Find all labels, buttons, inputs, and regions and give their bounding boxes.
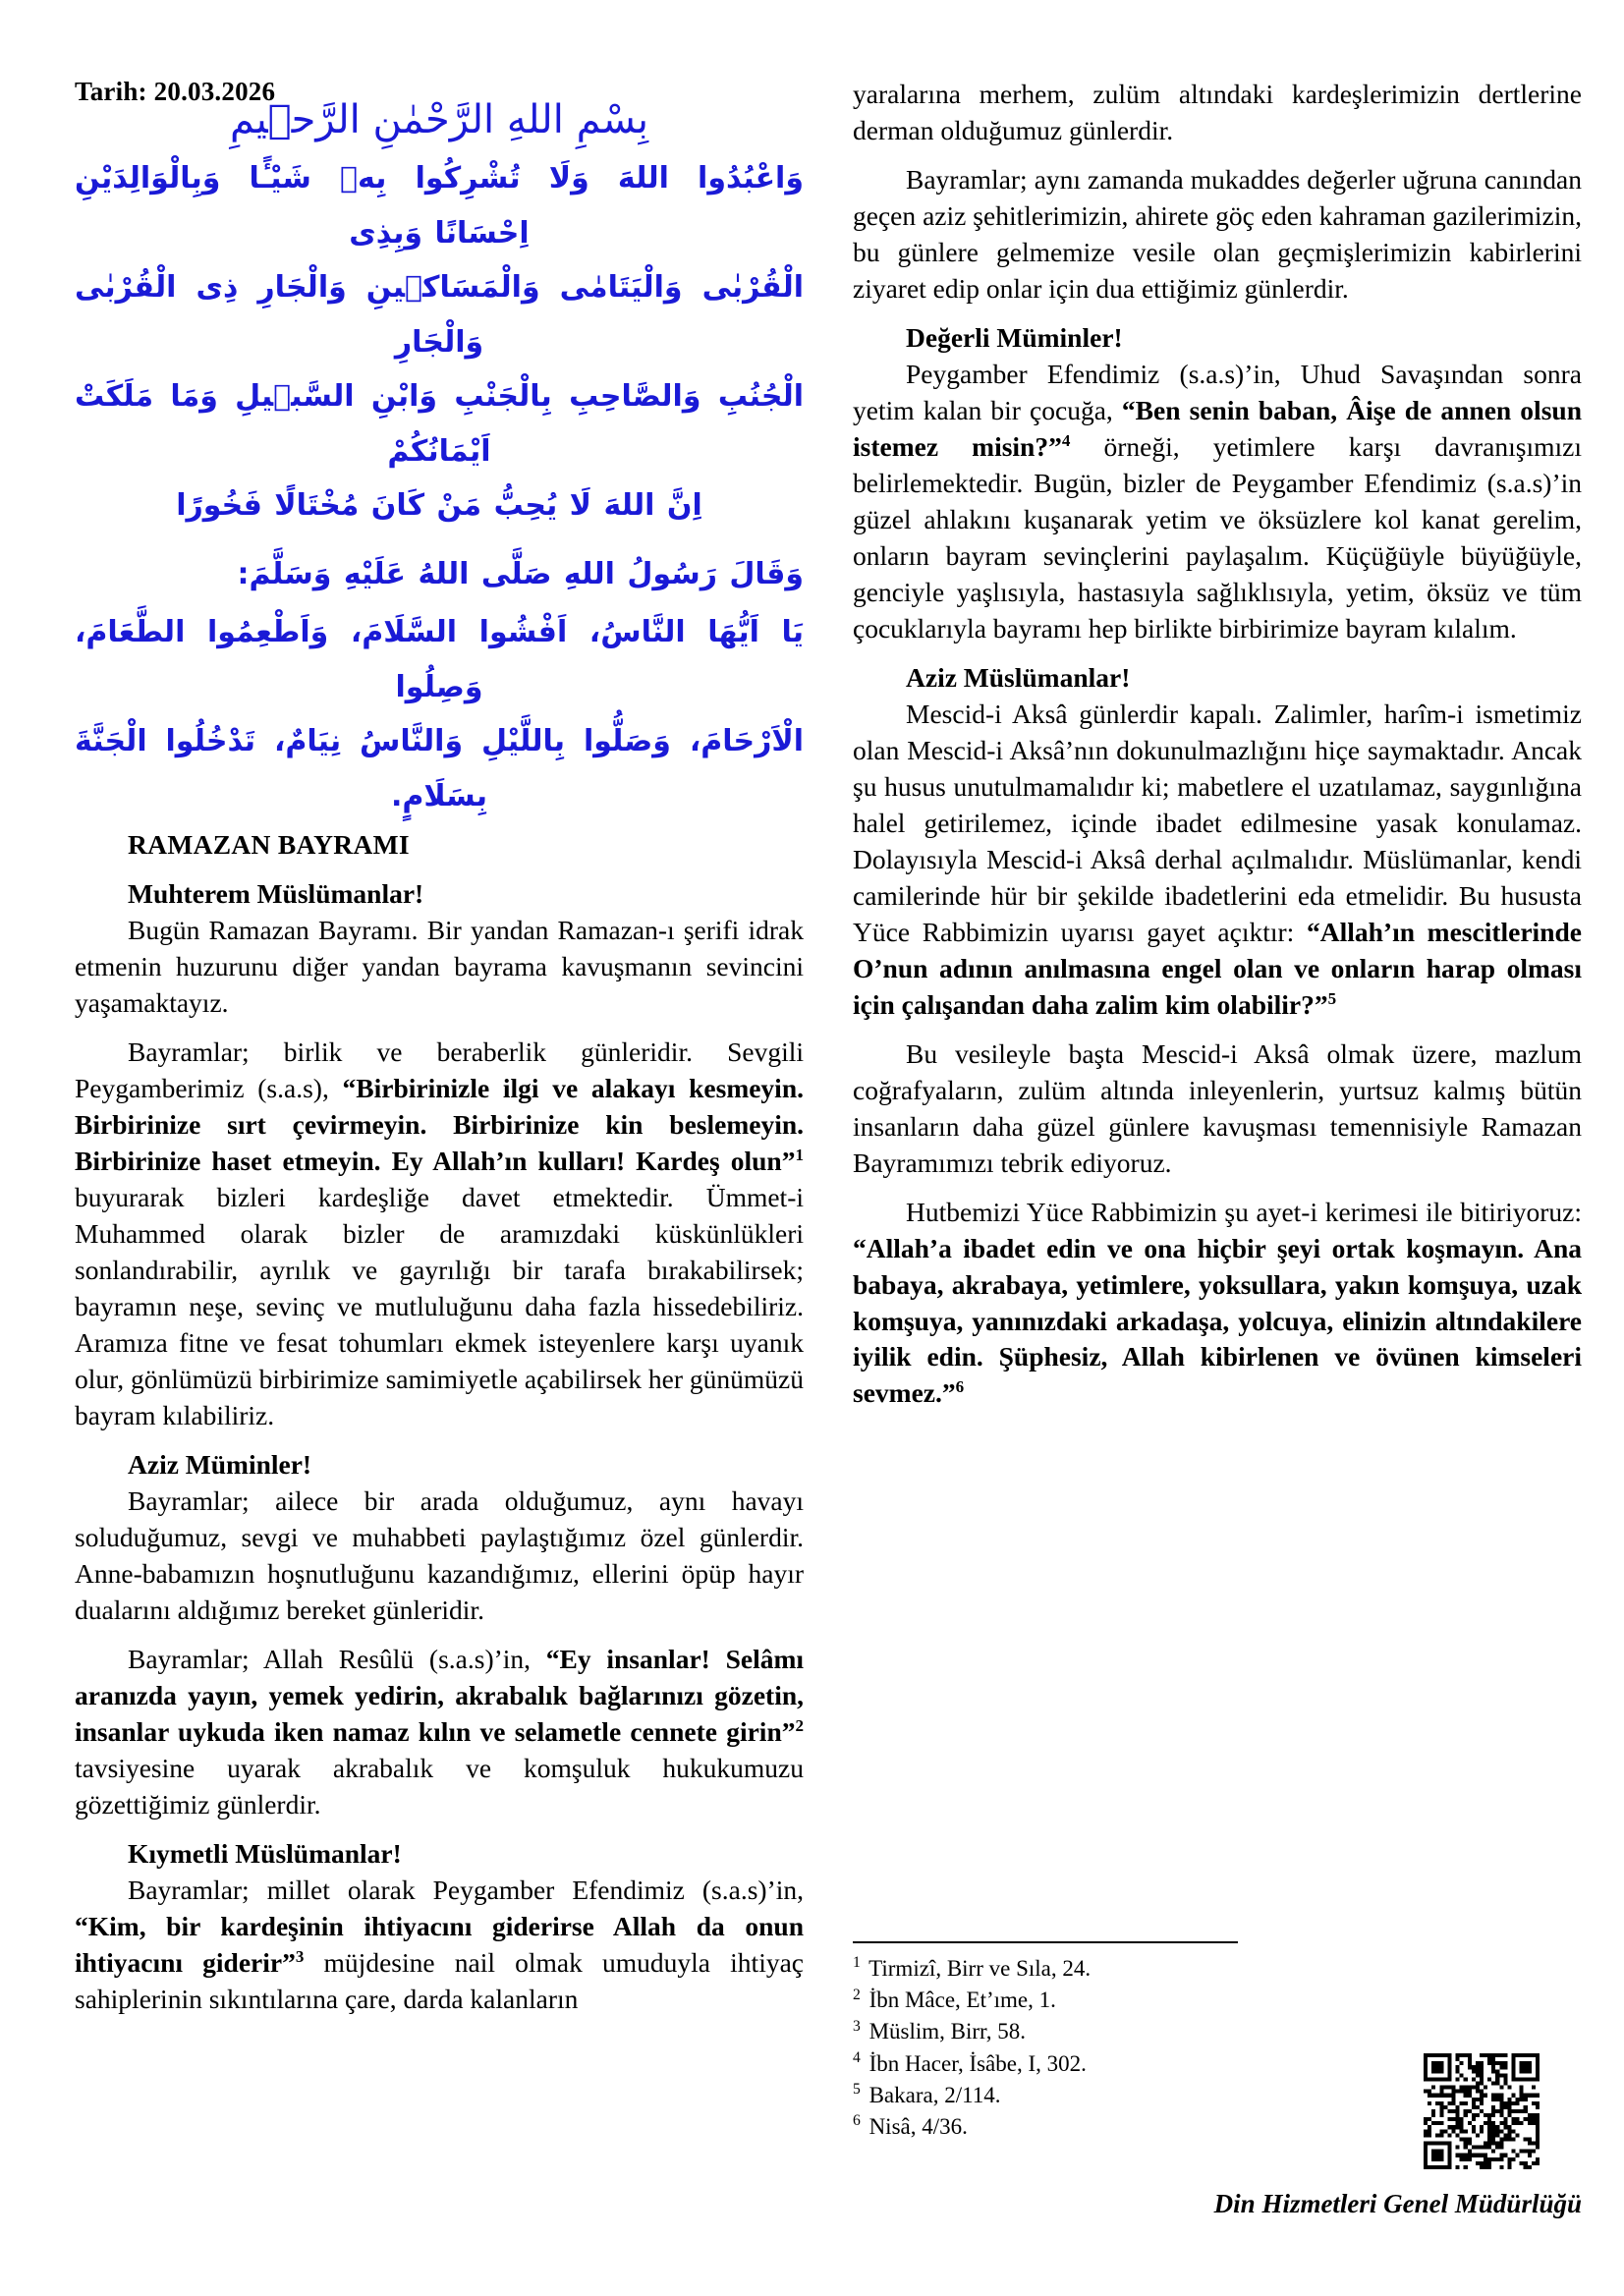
hadis-line-2: الْاَرْحَامَ، وَصَلُّوا بِاللَّيْلِ وَالنَّاسُ نِيَامٌ، تَدْخُلُوا الْجَنَّةَ بِسَلَامٍ.: [75, 724, 804, 813]
p4-tail: tavsiyesine uyarak akrabalık ve komşuluk hukukumuzu gözettiğimiz günlerdir.: [75, 1752, 804, 1820]
footnote-ref-3: 3: [295, 1946, 305, 1966]
footnote-text: Tirmizî, Birr ve Sıla, 24.: [863, 1956, 1092, 1981]
footnote-separator-rule: [853, 1941, 1238, 1943]
quran-verse-arabic: [75, 151, 804, 533]
footnote-number: 6: [853, 2112, 861, 2130]
basmala-arabic: بِسْمِ اللهِ الرَّحْمٰنِ الرَّحٖيمِ: [229, 97, 649, 142]
p9-lead: Mescid-i Aksâ günlerdir kapalı. Zalimler, harîm-i ismetimiz olan Mescid-i Aksâ’nın dokunulmazlığını hiçe saymaktadır. Ancak şu husus unutulmamalıdır ki; mabetlere el uzatılamaz, saygınlığına halel getirilemez, içinde ibadet edilmesine yasak konulamaz. Dolayısıyla Mescid-i Aksâ derhal açılmalıdır. Müslümanlar, kendi camilerinde hür bir şekilde ibadetlerini eda etmelidir. Bu hususta Yüce Rabbimizin uyarısı gayet açıktır:: [853, 698, 1582, 947]
ayet-line-2: الْقُرْبٰى وَالْيَتَامٰى وَالْمَسَاكٖينِ وَالْجَارِ ذِى الْقُرْبٰى وَالْجَارِ: [75, 270, 804, 360]
footnote-ref-4: 4: [1061, 430, 1071, 450]
paragraph-5: [75, 1873, 804, 2018]
p5-hadith-quote: “Kim, bir kardeşinin ihtiyacını giderirse Allah da onun ihtiyacını giderir”: [75, 1910, 804, 1978]
ayet-line-4: اِنَّ اللهَ لَا يُحِبُّ مَنْ كَانَ مُخْتَالًا فَخُورًا: [176, 488, 702, 523]
paragraph-6: yaralarına merhem, zulüm altındaki kardeşlerimizin dertlerine derman olduğumuz günlerdir.: [853, 79, 1582, 145]
footnote-number: 1: [853, 1954, 861, 1972]
paragraph-11: [853, 1195, 1582, 1413]
paragraph-2: [75, 1035, 804, 1434]
footnote-item: [853, 2016, 1582, 2047]
p11-lead: Hutbemizi Yüce Rabbimizin şu ayet-i kerimesi ile bitiriyoruz:: [906, 1196, 1582, 1227]
p9-quran-quote: “Allah’ın mescitlerinde O’nun adının anılmasına engel olan ve onların harap olması için çalışandan daha zalim kim olabilir?”: [853, 916, 1582, 1020]
footnote-number: 3: [853, 2017, 861, 2035]
footnote-number: 5: [853, 2081, 861, 2099]
p8-lead: Peygamber Efendimiz (s.a.s)’in, Uhud Savaşından sonra yetim kalan bir çocuğa,: [853, 358, 1582, 425]
qr-code[interactable]: [1424, 2053, 1540, 2169]
heading-aziz-muslumanlar: Aziz Müslümanlar!: [906, 661, 1131, 693]
footnote-ref-2: 2: [795, 1715, 804, 1735]
paragraph-10: Bu vesileyle başta Mescid-i Aksâ olmak üzere, mazlum coğrafyaların, zulüm altında inleyenlerin, yurtsuz kalmış bütün insanların daha güzel günlere kavuşması temennisiyle Ramazan Bayramımızı tebrik ediyoruz.: [853, 1037, 1582, 1178]
ayet-line-3: الْجُنُبِ وَالصَّاحِبِ بِالْجَنْبِ وَابْنِ السَّبٖيلِ وَمَا مَلَكَتْ اَيْمَانُكُمْ: [75, 379, 804, 469]
heading-degerli-muminler: Değerli Müminler!: [906, 321, 1123, 353]
footnote-text: İbn Mâce, Et’ıme, 1.: [863, 1988, 1056, 2013]
signature-line: Din Hizmetleri Genel Müdürlüğü: [1213, 2189, 1582, 2218]
left-column: [75, 77, 804, 2018]
p2-lead: Bayramlar; birlik ve beraberlik günleridir. Sevgili Peygamberimiz (s.a.s),: [75, 1036, 804, 1103]
footnote-ref-5: 5: [1327, 988, 1337, 1008]
heading-aziz-muminler: Aziz Müminler!: [128, 1448, 312, 1480]
date-label: Tarih: 20.03.2026: [75, 77, 276, 106]
paragraph-3: Bayramlar; ailece bir arada olduğumuz, aynı havayı soluduğumuz, sevgi ve muhabbeti paylaştığımız özel günlerdir. Anne-babamızın hoşnutluğunu kazandığımız, ellerini öpüp hayır dualarını aldığımız bereket günleridir.: [75, 1484, 804, 1625]
hadis-line-1: يَا اَيُّهَا النَّاسُ، اَفْشُوا السَّلَامَ، وَاَطْعِمُوا الطَّعَامَ، وَصِلُوا: [75, 615, 804, 704]
p2-hadith-quote: “Birbirinizle ilgi ve alakayı kesmeyin. Birbirinize sırt çevirmeyin. Birbirinize kin beslemeyin. Birbirinize haset etmeyin. Ey Allah’ın kulları! Kardeş olun”: [75, 1072, 804, 1176]
p8-hadith-quote: “Ben senin baban, Âişe de annen olsun istemez misin?”: [853, 394, 1582, 462]
footnote-number: 2: [853, 1986, 861, 2003]
hadith-intro-arabic: وَقَالَ رَسُولُ اللهِ صَلَّى اللهُ عَلَيْهِ وَسَلَّمَ:: [237, 556, 804, 591]
footnote-ref-6: 6: [955, 1377, 965, 1397]
footnote-text: Nisâ, 4/36.: [863, 2113, 968, 2139]
footnote-number: 4: [853, 2048, 861, 2066]
p5-lead: Bayramlar; millet olarak Peygamber Efendimiz (s.a.s)’in,: [128, 1874, 804, 1905]
footnote-text: İbn Hacer, İsâbe, I, 302.: [863, 2050, 1087, 2076]
p5-tail: müjdesine nail olmak umuduyla ihtiyaç sahiplerinin sıkıntılarına çare, darda kalanların: [75, 1946, 804, 2014]
right-column: [853, 77, 1582, 1425]
paragraph-8: [853, 357, 1582, 647]
heading-kiymetli-muslumanlar: Kıymetli Müslümanlar!: [128, 1837, 402, 1869]
page-title: RAMAZAN BAYRAMI: [128, 829, 410, 860]
p11-quran-quote: “Allah’a ibadet edin ve ona hiçbir şeyi ortak koşmayın. Ana babaya, akrabaya, yetimlere, yoksullara, yakın komşuya, uzak komşuya, yanınızdaki arkadaşa, yolcuya, elinizin altındakilere iyilik edin. Şüphesiz, Allah kibirlenen ve övünen kimseleri sevmez.”: [853, 1232, 1582, 1409]
qr-code-graphic: [1424, 2053, 1540, 2169]
p4-lead: Bayramlar; Allah Resûlü (s.a.s)’in,: [128, 1643, 546, 1674]
footnote-text: Bakara, 2/114.: [863, 2082, 1001, 2107]
paragraph-7: Bayramlar; aynı zamanda mukaddes değerler uğruna canından geçen aziz şehitlerimizin, ahirete göç eden kahraman gazilerimizin, bu günlere gelmemize vesile olan geçmişlerimizin kabirlerini ziyaret edip onlar için dua ettiğimiz günlerdir.: [853, 163, 1582, 304]
footnote-text: Müslim, Birr, 58.: [863, 2019, 1027, 2044]
p2-tail: buyurarak bizleri kardeşliğe davet etmektedir. Ümmet-i Muhammed olarak bizler de aramızdaki küskünlükleri sonlandırabilir, ayrılık ve gayrılığı bir tarafa bırakabilirsek; bayramın neşe, sevinç ve mutluluğunu daha fazla hissedebiliriz. Aramıza fitne ve fesat tohumları ekmek isteyenlere karşı uyanık olur, gönlümüzü birbirimize samimiyetle açabilirsek her günümüzü bayram kılabiliriz.: [75, 1181, 804, 1430]
paragraph-9: [853, 697, 1582, 1024]
p8-tail: örneği, yetimlere karşı davranışımızı belirlemektedir. Bugün, bizler de Peygamber Efendimiz (s.a.s)’in güzel ahlakını kuşanarak yetim ve öksüzlere kol kanat gerelim, onların bayram sevinçlerini paylaşalım. Küçüğüyle büyüğüyle, genciyle yaşlısıyla, hastasıyla sağlıklısıyla, yetim, öksüz ve tüm çocuklarıyla bayramı hep birlikte birbirimize bayram kılalım.: [853, 430, 1582, 644]
p4-hadith-quote: “Ey insanlar! Selâmı aranızda yayın, yemek yedirin, akrabalık bağlarınızı gözetin, insanlar uykuda iken namaz kılın ve selametle cennete girin”: [75, 1643, 805, 1747]
ayet-line-1: وَاعْبُدُوا اللهَ وَلَا تُشْرِكُوا بِهٖ شَيْـًٔا وَبِالْوَالِدَيْنِ اِحْسَانًا وَبِذِى: [75, 161, 804, 251]
footnote-item: [853, 1953, 1582, 1985]
paragraph-4: [75, 1642, 804, 1823]
hadith-arabic: [75, 605, 804, 823]
footnote-item: [853, 1985, 1582, 2016]
paragraph-1: Bugün Ramazan Bayramı. Bir yandan Ramazan-ı şerifi idrak etmenin huzurunu diğer yandan bayrama kavuşmanın sevincini yaşamaktayız.: [75, 914, 804, 1018]
footnote-ref-1: 1: [795, 1145, 804, 1164]
heading-muhterem-muslumanlar: Muhterem Müslümanlar!: [128, 877, 424, 909]
